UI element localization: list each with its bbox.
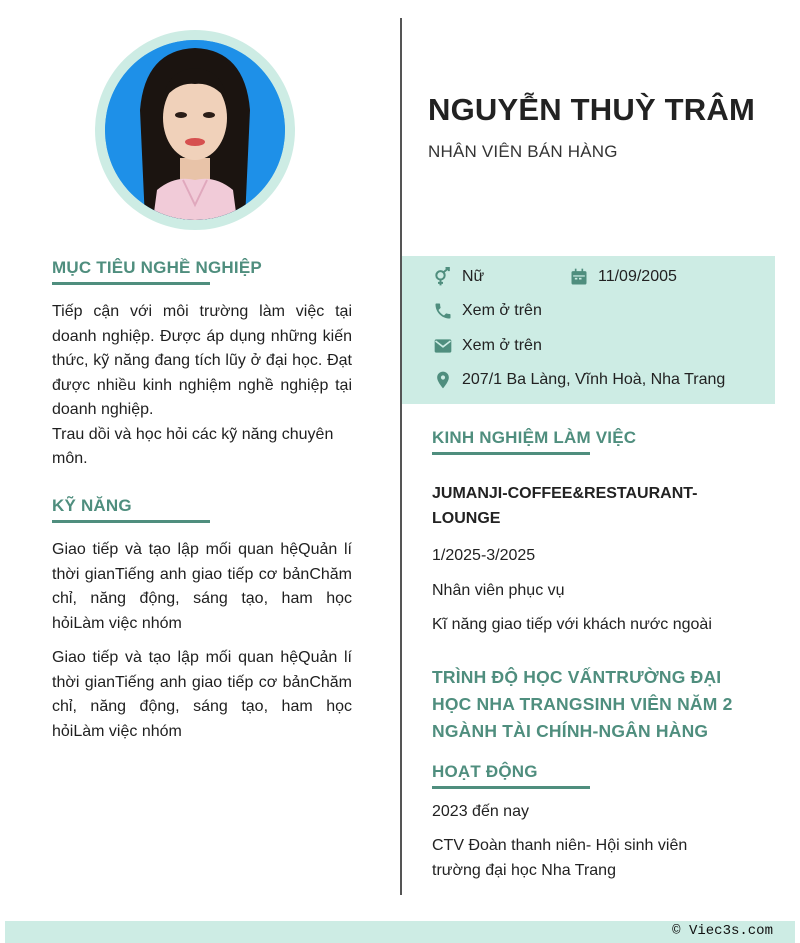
- activities-section: [432, 762, 590, 789]
- candidate-name: NGUYỄN THUỲ TRÂM: [428, 92, 755, 127]
- phone-icon: [432, 300, 454, 322]
- experience-description: Kĩ năng giao tiếp với khách nước ngoài: [432, 616, 712, 633]
- email-value: Xem ở trên: [462, 337, 542, 354]
- mail-icon: [432, 335, 454, 357]
- experience-position: Nhân viên phục vụ: [432, 582, 565, 599]
- education-line3: NGÀNH TÀI CHÍNH-NGÂN HÀNG: [432, 721, 709, 741]
- activities-title: HOẠT ĐỘNG: [432, 762, 538, 781]
- company-name-line1: JUMANJI-COFFEE&RESTAURANT-: [432, 485, 698, 502]
- gender-value: Nữ: [462, 268, 485, 285]
- footer-credit: © Viec3s.com: [672, 923, 773, 939]
- job-title: NHÂN VIÊN BÁN HÀNG: [428, 142, 618, 161]
- email-row: [432, 335, 542, 357]
- phone-value: Xem ở trên: [462, 302, 542, 319]
- education-line1: TRÌNH ĐỘ HỌC VẤNTRƯỜNG ĐẠI: [432, 667, 722, 687]
- activities-description: [432, 834, 687, 883]
- company-name-line2: LOUNGE: [432, 509, 501, 527]
- experience-section: [432, 428, 636, 455]
- phone-row: [432, 300, 542, 322]
- objective-section: [52, 258, 262, 285]
- skills-section: [52, 496, 210, 523]
- column-divider: [400, 18, 402, 895]
- skills-title: KỸ NĂNG: [52, 496, 132, 515]
- activities-desc-line1: CTV Đoàn thanh niên- Hội sinh viên: [432, 837, 688, 854]
- experience-title: KINH NGHIỆM LÀM VIỆC: [432, 428, 637, 447]
- experience-period: 1/2025-3/2025: [432, 547, 536, 564]
- objective-title: MỤC TIÊU NGHỀ NGHIỆP: [52, 258, 262, 277]
- skill-item: Giao tiếp và tạo lập mối quan hệQuản lí thời gianTiếng anh giao tiếp cơ bảnChăm chỉ, năng động, sáng tạo, ham học hỏiLàm việc nhóm: [52, 541, 352, 632]
- profile-photo-frame: [95, 30, 295, 230]
- objective-underline: [52, 282, 210, 285]
- address-row: [432, 369, 725, 391]
- gender-row: [432, 266, 484, 288]
- birthdate-value: 11/09/2005: [598, 268, 677, 285]
- objective-text-2: Trau dồi và học hỏi các kỹ năng chuyên môn.: [52, 425, 334, 467]
- contact-box: [402, 256, 775, 404]
- activities-period: 2023 đến nay: [432, 803, 529, 820]
- objective-text: Tiếp cận với môi trường làm việc tại doanh nghiệp. Được áp dụng những kiến thức, kỹ năng đang tích lũy ở đại học. Đạt được nhiều kinh nghiệm nghề nghiệp tại doanh nghiệp.: [52, 303, 352, 418]
- education-line2: HỌC NHA TRANGSINH VIÊN NĂM 2: [432, 694, 733, 714]
- skills-underline: [52, 520, 210, 523]
- gender-icon: [432, 266, 454, 288]
- education-heading: [432, 664, 733, 745]
- skills-body: [52, 538, 352, 744]
- company-name: [432, 482, 697, 531]
- experience-underline: [432, 452, 590, 455]
- activities-underline: [432, 786, 590, 789]
- calendar-icon: [568, 266, 590, 288]
- profile-photo: [105, 40, 285, 220]
- objective-body: [52, 300, 352, 472]
- activities-desc-line2: trường đại học Nha Trang: [432, 861, 616, 879]
- address-value: 207/1 Ba Làng, Vĩnh Hoà, Nha Trang: [462, 371, 726, 388]
- footer-bar: [5, 921, 795, 943]
- skill-item: Giao tiếp và tạo lập mối quan hệQuản lí thời gianTiếng anh giao tiếp cơ bảnChăm chỉ, năng động, sáng tạo, ham học hỏiLàm việc nhóm: [52, 649, 352, 740]
- birthdate-row: [568, 266, 677, 288]
- location-icon: [432, 369, 454, 391]
